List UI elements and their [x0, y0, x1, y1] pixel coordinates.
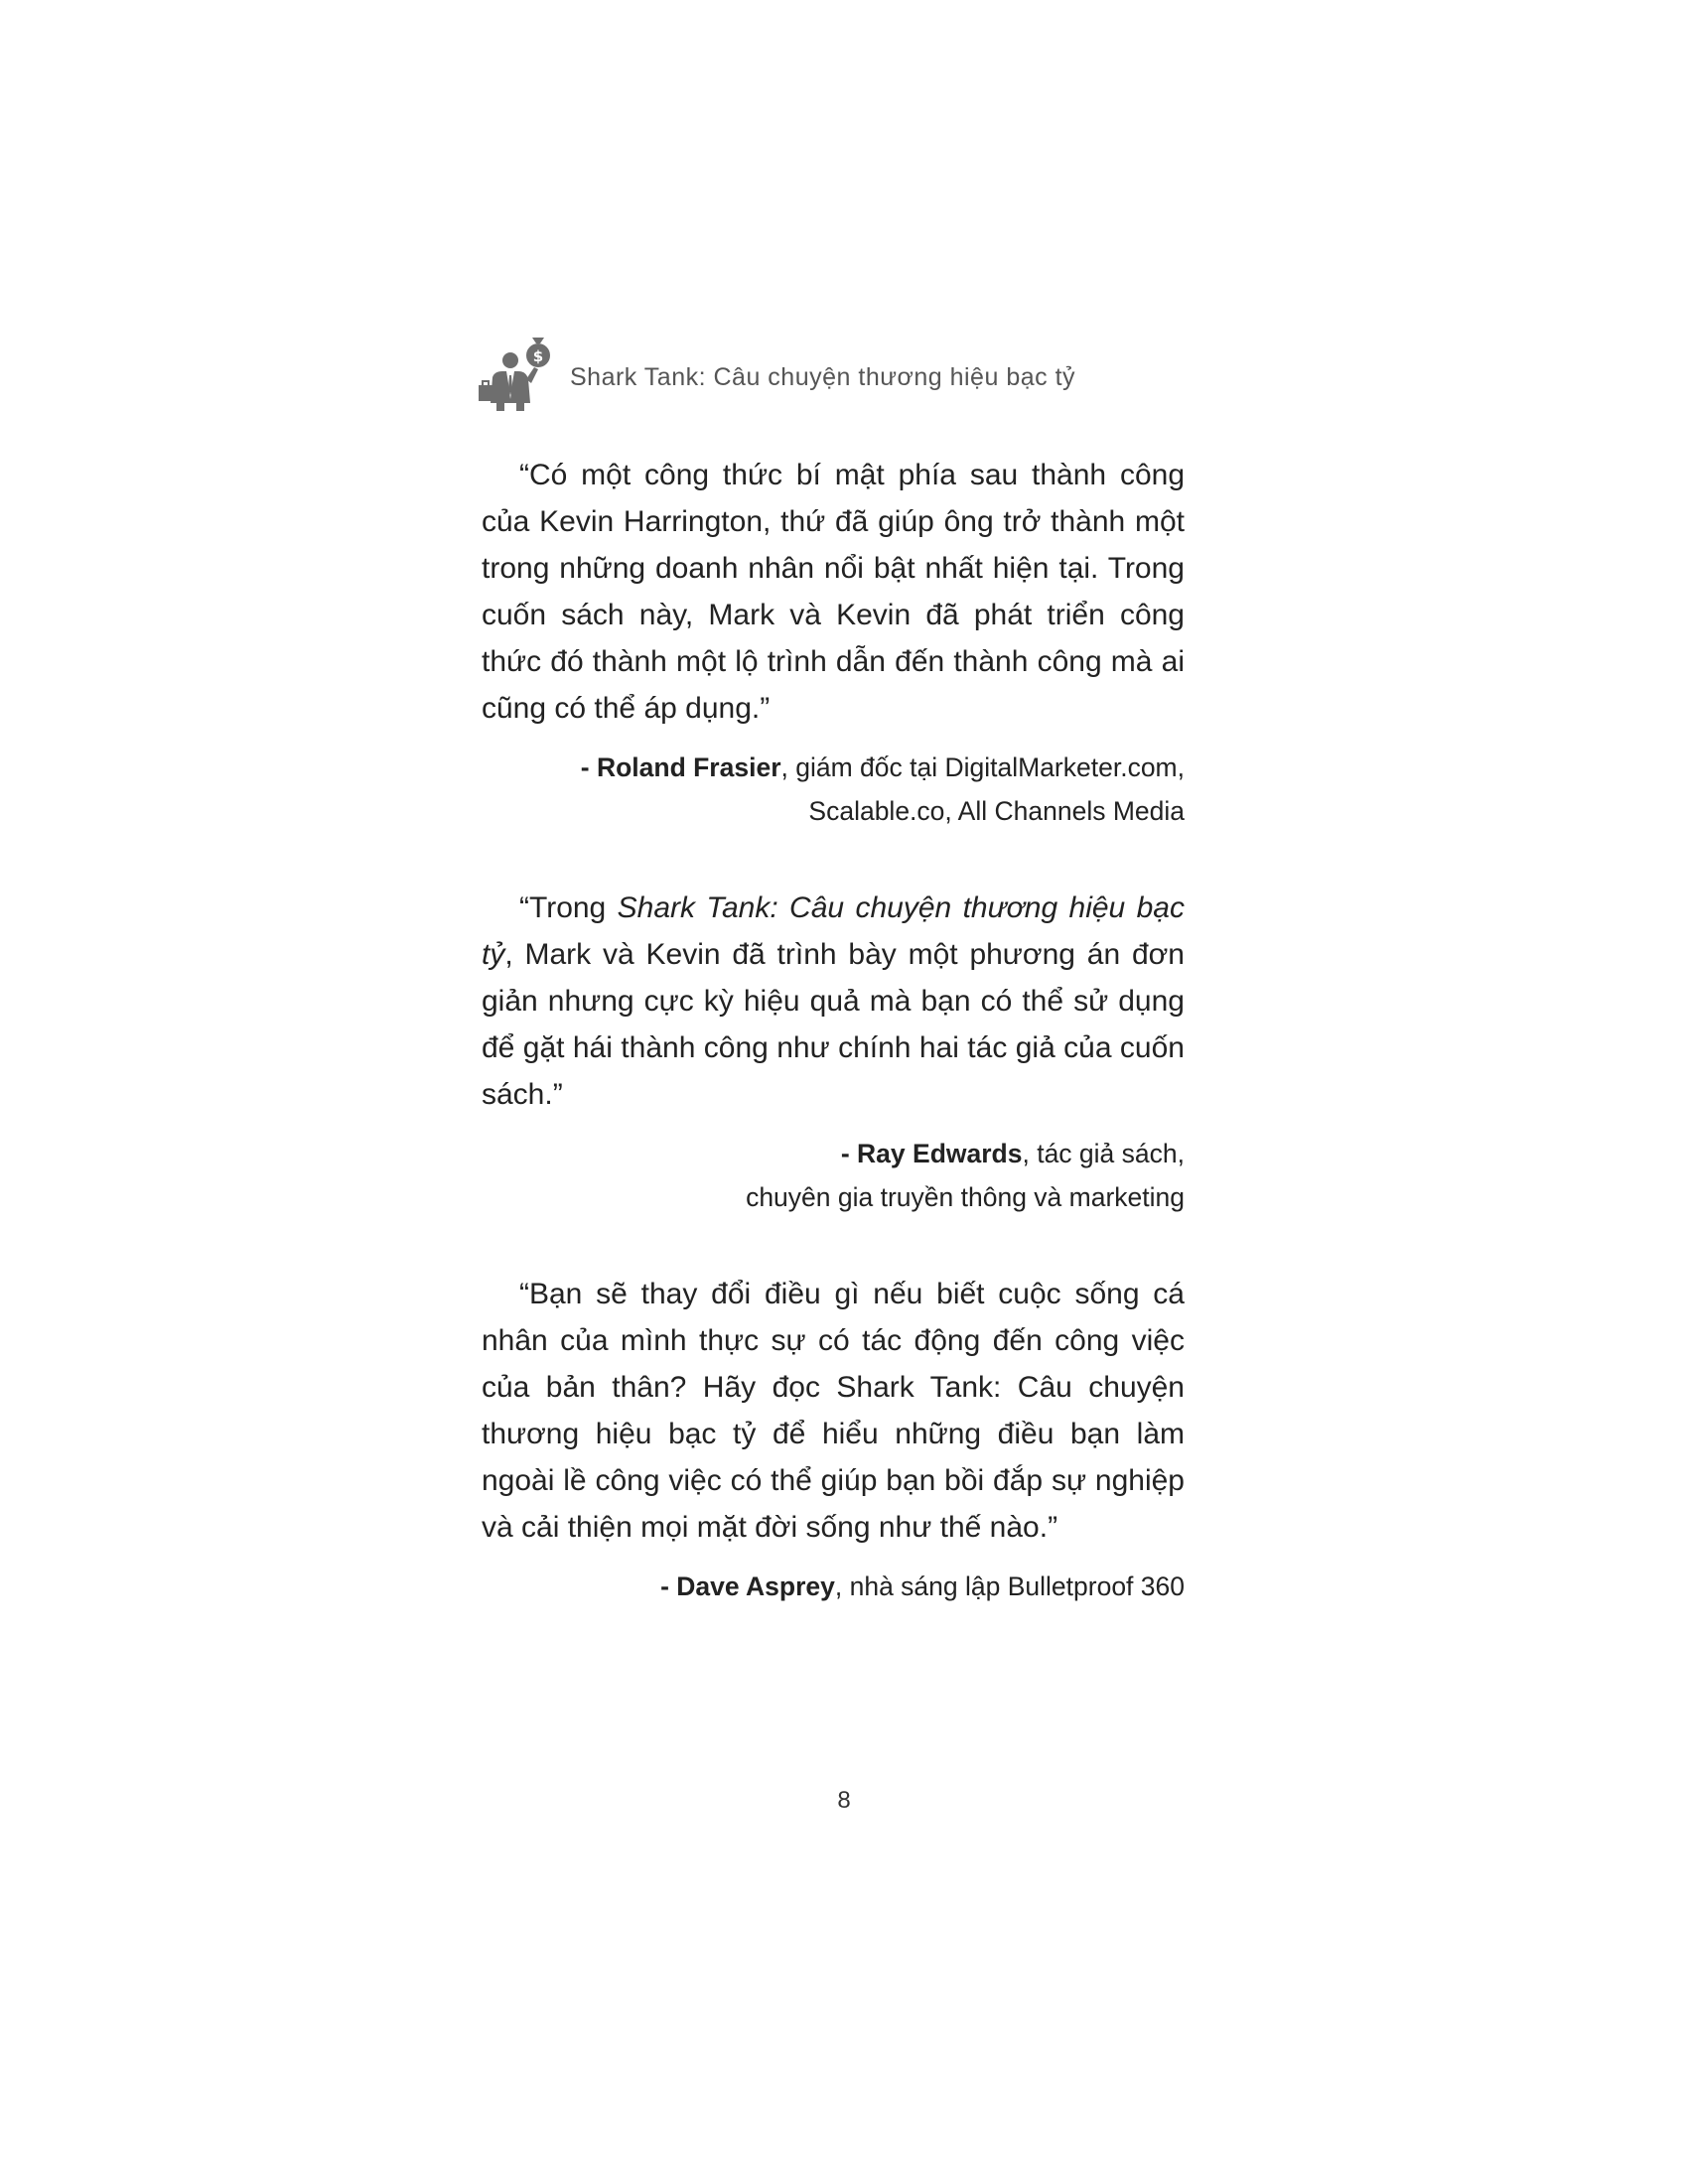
- author-name: - Roland Frasier: [580, 752, 781, 782]
- businessman-money-bag-icon: [475, 334, 562, 413]
- book-title: Shark Tank: Câu chuyện thương hiệu bạc tỷ: [482, 891, 1185, 971]
- attribution: [482, 746, 1185, 833]
- author-role: , nhà sáng lập Bulletproof 360: [834, 1571, 1185, 1601]
- author-role: , tác giả sách,: [1022, 1139, 1185, 1168]
- attribution-line: [482, 1565, 1185, 1608]
- author-role: , giám đốc tại DigitalMarketer.com,: [780, 752, 1185, 782]
- quote-text: [482, 885, 1185, 1118]
- quote-text: “Có một công thức bí mật phía sau thành công của Kevin Harrington, thứ đã giúp ông trở thành một trong những doanh nhân nổi bật nhất hiện tại. Trong cuốn sách này, Mark và Kevin đã phát triển công thức đó thành một lộ trình dẫn đến thành công mà ai cũng có thể áp dụng.”: [482, 459, 1185, 725]
- endorsements: [482, 452, 1185, 1608]
- attribution-line: [482, 746, 1185, 789]
- attribution: [482, 1132, 1185, 1219]
- svg-text:$: $: [532, 347, 544, 365]
- endorsement-1: [482, 452, 1185, 833]
- running-header-title: Shark Tank: Câu chuyện thương hiệu bạc tỷ: [570, 363, 1076, 391]
- author-name: - Dave Asprey: [660, 1571, 835, 1601]
- quote-text-prefix: “Trong: [519, 891, 618, 924]
- attribution: [482, 1565, 1185, 1608]
- quote-text-suffix: , Mark và Kevin đã trình bày một phương án đơn giản nhưng cực kỳ hiệu quả mà bạn có thể sử dụng để gặt hái thành công như chính hai tác giả của cuốn sách.”: [482, 938, 1185, 1111]
- author-role-continued: chuyên gia truyền thông và marketing: [746, 1182, 1185, 1212]
- author-role-continued: Scalable.co, All Channels Media: [808, 796, 1185, 826]
- endorsement-2: [482, 885, 1185, 1219]
- running-header: [475, 334, 1190, 413]
- author-name: - Ray Edwards: [840, 1139, 1023, 1168]
- attribution-line: [482, 1132, 1185, 1175]
- endorsement-3: [482, 1271, 1185, 1608]
- page-number: 8: [837, 1787, 851, 1814]
- quote-text: “Bạn sẽ thay đổi điều gì nếu biết cuộc sống cá nhân của mình thực sự có tác động đến công việc của bản thân? Hãy đọc Shark Tank: Câu chuyện thương hiệu bạc tỷ để hiểu những điều bạn làm ngoài lề công việc có thể giúp bạn bồi đắp sự nghiệp và cải thiện mọi mặt đời sống như thế nào.”: [482, 1278, 1185, 1544]
